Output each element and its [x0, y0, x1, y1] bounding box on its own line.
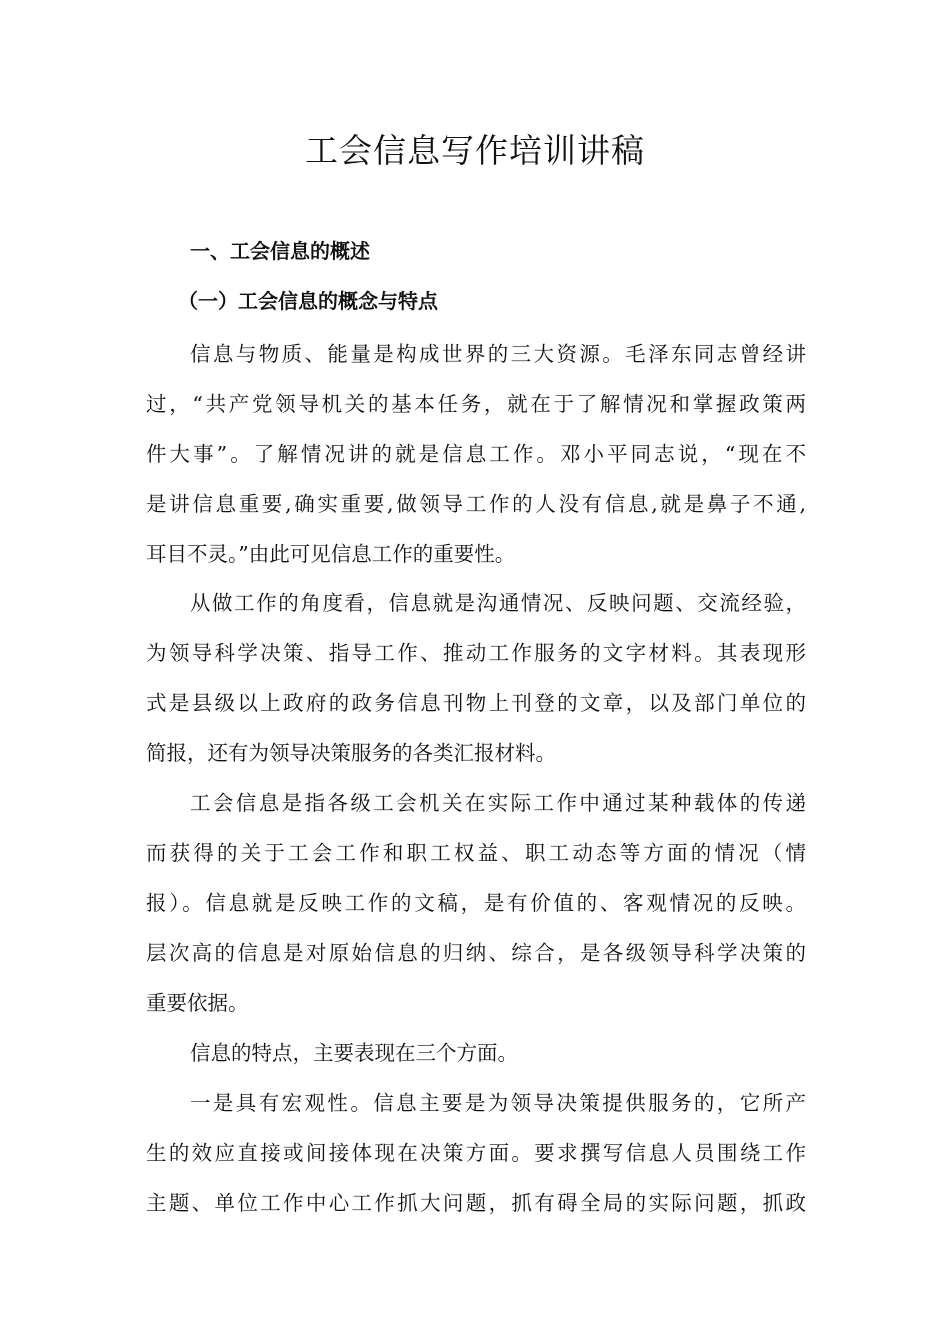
subsection-heading: （一）工会信息的概念与特点 [178, 289, 438, 313]
paragraph-line: 是讲信息重要,确实重要,做领导工作的人没有信息,就是鼻子不通, [146, 492, 806, 516]
paragraph-line: 报）。信息就是反映工作的文稿，是有价值的、客观情况的反映。 [146, 891, 806, 915]
section-heading: 一、工会信息的概述 [190, 239, 370, 263]
paragraph-line: 生的效应直接或间接体现在决策方面。要求撰写信息人员围绕工作 [146, 1141, 806, 1165]
paragraph-line: 工会信息是指各级工会机关在实际工作中通过某种载体的传递 [190, 791, 806, 815]
paragraph-line: 耳目不灵。”由此可见信息工作的重要性。 [146, 542, 516, 566]
paragraph-line: 式是县级以上政府的政务信息刊物上刊登的文章，以及部门单位的 [146, 691, 806, 715]
paragraph-line: 信息与物质、能量是构成世界的三大资源。毛泽东同志曾经讲 [190, 342, 806, 366]
paragraph-line: 从做工作的角度看，信息就是沟通情况、反映问题、交流经验， [190, 591, 806, 615]
paragraph-line: 过，“共产党领导机关的基本任务，就在于了解情况和掌握政策两 [146, 392, 806, 416]
paragraph-line: 件大事”。了解情况讲的就是信息工作。邓小平同志说，“现在不 [146, 442, 806, 466]
paragraph-line: 而获得的关于工会工作和职工权益、职工动态等方面的情况（情 [146, 841, 806, 865]
paragraph-line: 层次高的信息是对原始信息的归纳、综合，是各级领导科学决策的 [146, 941, 806, 965]
paragraph-line: 信息的特点，主要表现在三个方面。 [190, 1041, 518, 1065]
paragraph-line: 一是具有宏观性。信息主要是为领导决策提供服务的，它所产 [190, 1091, 806, 1115]
paragraph-line: 简报，还有为领导决策服务的各类汇报材料。 [146, 741, 556, 765]
paragraph-line: 主题、单位工作中心工作抓大问题，抓有碍全局的实际问题，抓政 [146, 1191, 806, 1215]
paragraph-line: 为领导科学决策、指导工作、推动工作服务的文字材料。其表现形 [146, 641, 806, 665]
document-title: 工会信息写作培训讲稿 [305, 131, 645, 170]
paragraph-line: 重要依据。 [146, 991, 249, 1015]
